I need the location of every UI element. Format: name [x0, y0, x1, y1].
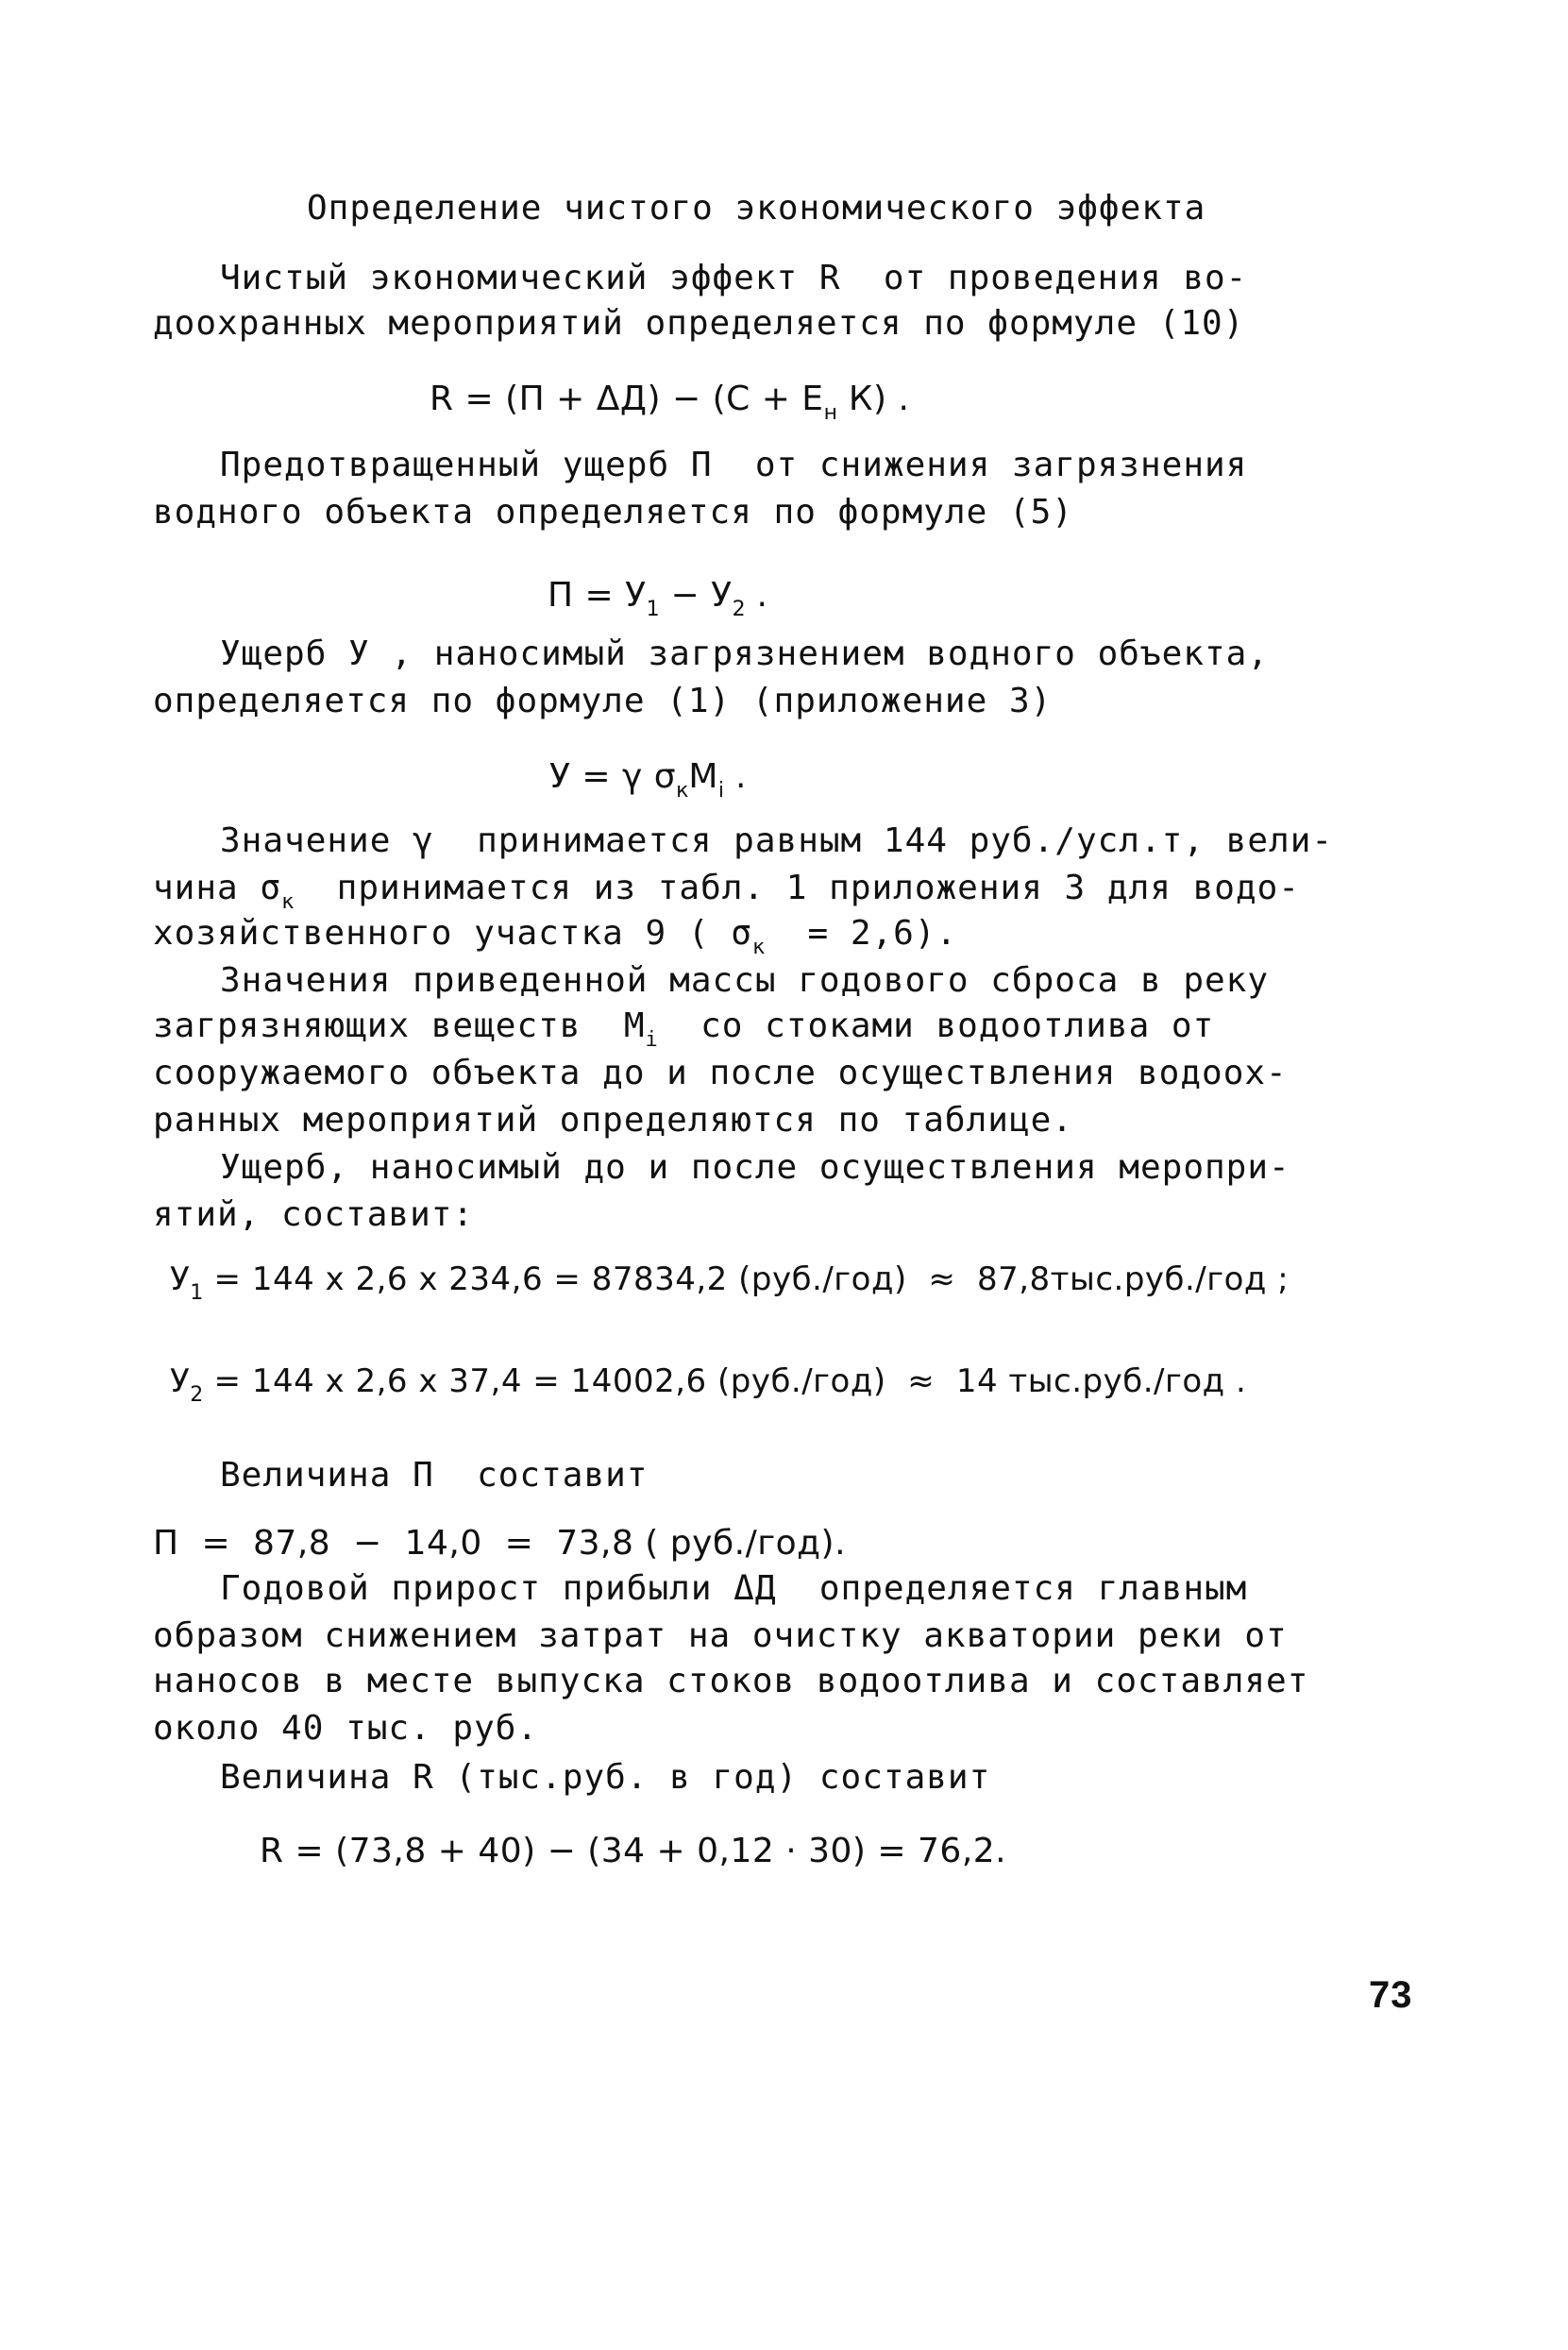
- paragraph-line: определяется по формуле (1) (приложение 3): [153, 682, 1053, 720]
- paragraph-line: наносов в месте выпуска стоков водоотлива и составляет: [153, 1662, 1309, 1700]
- paragraph-line: образом снижением затрат на очистку акватории реки от: [153, 1616, 1288, 1655]
- paragraph-line: ранных мероприятий определяются по таблице.: [153, 1101, 1073, 1140]
- formula-damage: У = γ $\sigma_кM_i$ .: [549, 757, 747, 803]
- paragraph-line: Значение γ принимается равным 144 руб./усл.т, вели-: [220, 821, 1334, 860]
- paragraph-line: Ущерб У , наносимый загрязнением водного объекта,: [220, 634, 1270, 673]
- calculation-damage-after: $У_2 = 144$ x 2,6 x 37,4 = 14002,6 (руб./год) ≈ 14 тыс.руб./год .: [170, 1362, 1247, 1407]
- paragraph-line: доохранных мероприятий определяется по формуле (10): [153, 304, 1245, 343]
- paragraph-line: Чистый экономический эффект R от проведения во-: [220, 259, 1248, 297]
- paragraph-line: Ущерб, наносимый до и после осуществления меропри-: [220, 1148, 1290, 1187]
- paragraph-line: Величина П составит: [220, 1456, 649, 1495]
- page-number: 73: [1369, 1974, 1413, 2016]
- paragraph-line: Значения приведенной массы годового сброса в реку: [220, 961, 1270, 1000]
- paragraph-line: загрязняющих веществ $M_i$ со стоками водоотлива от: [153, 1006, 1215, 1052]
- section-heading: Определение чистого экономического эффекта: [307, 189, 1206, 228]
- paragraph-line: Предотвращенный ущерб П от снижения загрязнения: [220, 446, 1248, 484]
- paragraph-line: чина $\sigma_к$ принимается из табл. 1 приложения 3 для водо-: [153, 869, 1300, 914]
- paragraph-line: Годовой прирост прибыли ΔД определяется главным: [220, 1569, 1248, 1608]
- formula-net-effect: $R = (П + \Delta Д) - (С + Е_н$ К) .: [430, 380, 910, 425]
- paragraph-line: водного объекта определяется по формуле (5): [153, 493, 1073, 532]
- calculation-net-effect: R = (73,8 + 40) − (34 + 0,12 · 30) = 76,2.: [260, 1832, 1007, 1870]
- calculation-damage-before: $У_1 = 144$ x 2,6 x 234,6 = 87834,2 (руб./год) ≈ 87,8тыс.руб./год ;: [170, 1260, 1290, 1305]
- paragraph-line: сооружаемого объекта до и после осуществления водоох-: [153, 1054, 1288, 1092]
- paragraph-line: хозяйственного участка 9 ( $\sigma_к = 2,6$).: [153, 914, 958, 959]
- paragraph-line: ятий, составит:: [153, 1195, 475, 1234]
- formula-prevented-damage: $П = У_1 - У_2$ .: [548, 576, 768, 621]
- paragraph-line: около 40 тыс. руб.: [153, 1709, 539, 1748]
- paragraph-line: Величина R (тыс.руб. в год) составит: [220, 1758, 991, 1797]
- calculation-prevented-damage: П = 87,8 − 14,0 = 73,8 ( руб./год).: [153, 1524, 847, 1563]
